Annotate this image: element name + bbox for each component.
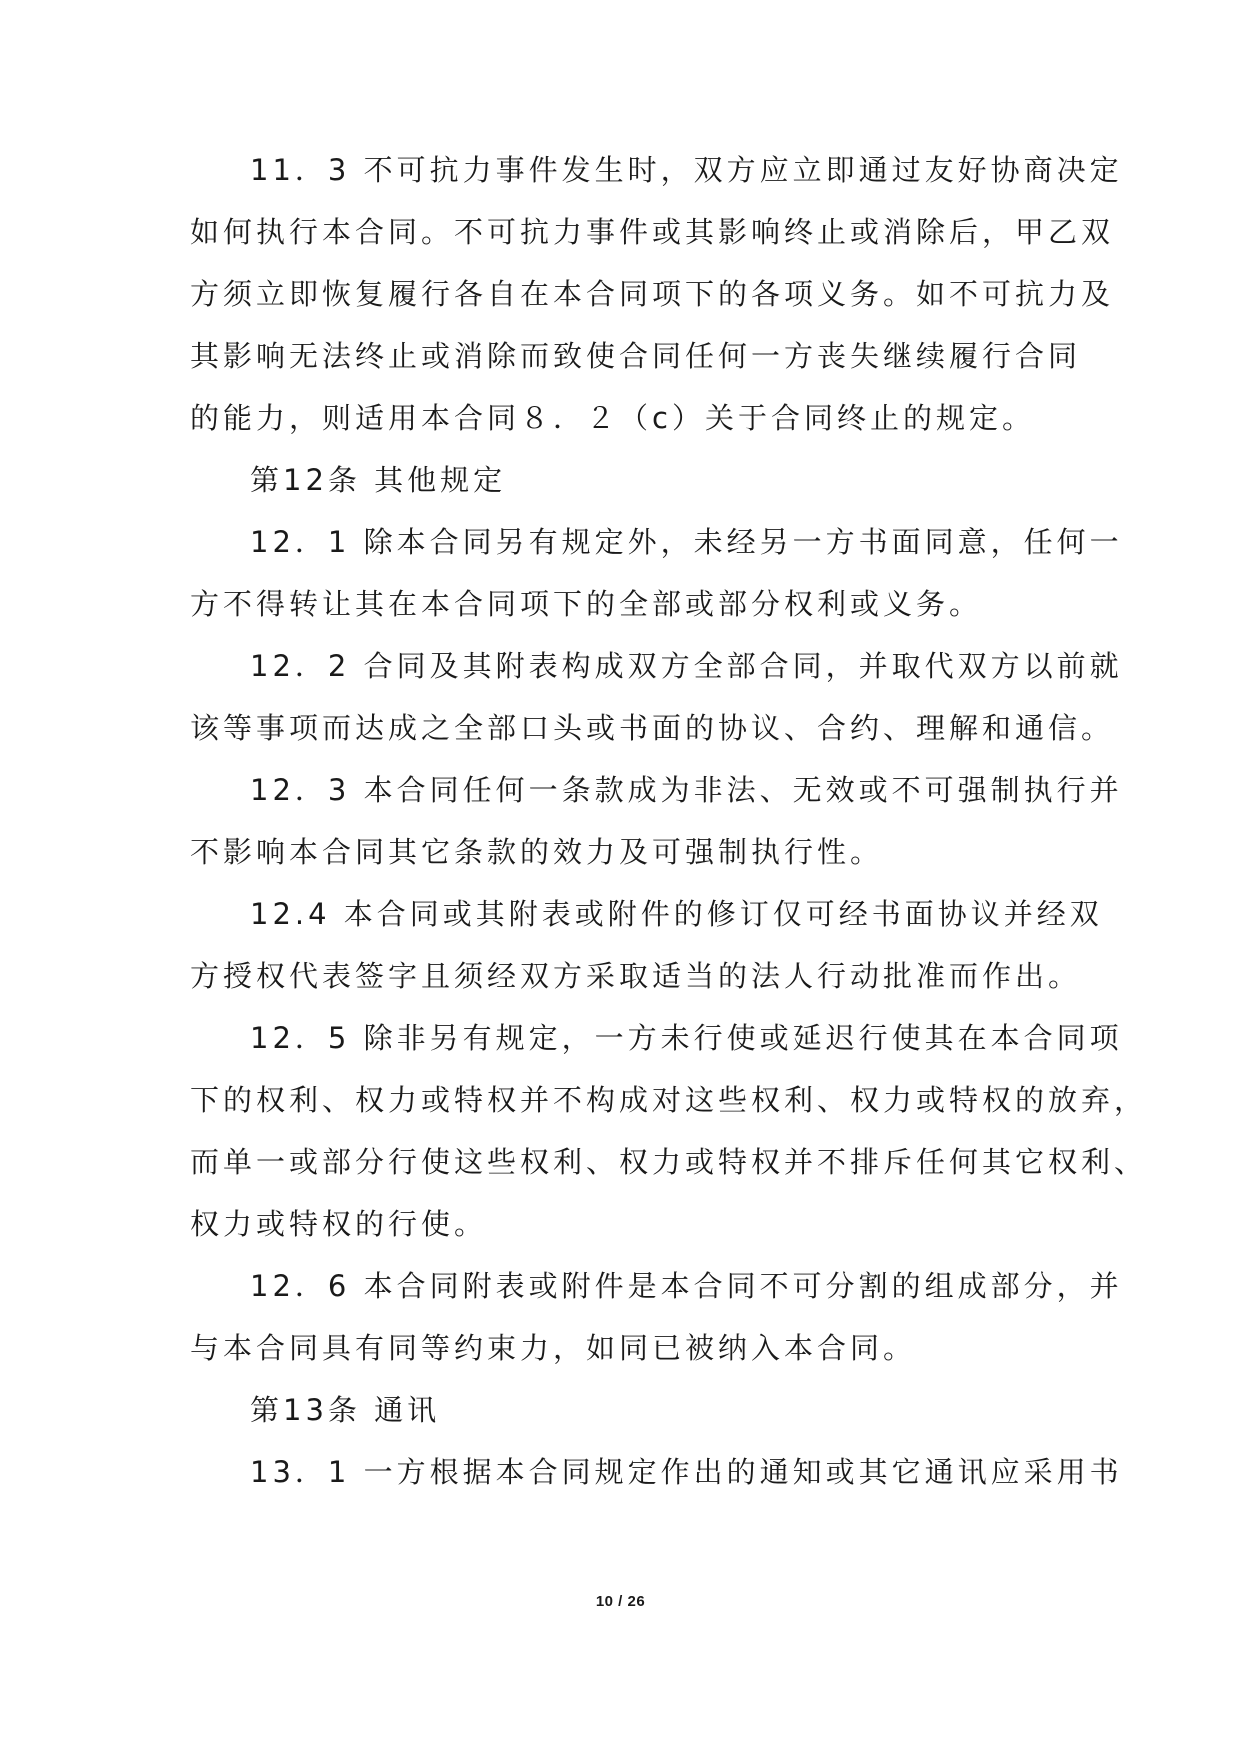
paragraph-12-5-line-1: 12．5 除非另有规定，一方未行使或延迟行使其在本合同项	[250, 1021, 1123, 1055]
paragraph-12-5-line-2: 下的权利、权力或特权并不构成对这些权利、权力或特权的放弃，	[190, 1083, 1148, 1117]
paragraph-12-2-line-2: 该等事项而达成之全部口头或书面的协议、合约、理解和通信。	[190, 711, 1115, 745]
page-number: 10 / 26	[595, 1593, 646, 1610]
paragraph-12-1-line-2: 方不得转让其在本合同项下的全部或部分权利或义务。	[190, 587, 983, 621]
paragraph-12-2-line-1: 12．2 合同及其附表构成双方全部合同，并取代双方以前就	[250, 649, 1123, 683]
article-12-heading: 第12条 其他规定	[250, 463, 507, 497]
paragraph-11-3-line-3: 方须立即恢复履行各自在本合同项下的各项义务。如不可抗力及	[190, 277, 1115, 311]
paragraph-11-3-line-5: 的能力，则适用本合同８．２（c）关于合同终止的规定。	[190, 401, 1035, 435]
paragraph-12-3-line-2: 不影响本合同其它条款的效力及可强制执行性。	[190, 835, 884, 869]
paragraph-12-5-line-4: 权力或特权的行使。	[190, 1207, 488, 1241]
paragraph-11-3-line-2: 如何执行本合同。不可抗力事件或其影响终止或消除后，甲乙双	[190, 215, 1115, 249]
paragraph-12-6-line-2: 与本合同具有同等约束力，如同已被纳入本合同。	[190, 1331, 917, 1365]
paragraph-12-4-line-1: 12.4 本合同或其附表或附件的修订仅可经书面协议并经双	[250, 897, 1103, 931]
paragraph-11-3-line-4: 其影响无法终止或消除而致使合同任何一方丧失继续履行合同	[190, 339, 1082, 373]
paragraph-12-6-line-1: 12．6 本合同附表或附件是本合同不可分割的组成部分，并	[250, 1269, 1123, 1303]
paragraph-12-5-line-3: 而单一或部分行使这些权利、权力或特权并不排斥任何其它权利、	[190, 1145, 1148, 1179]
paragraph-12-4-line-2: 方授权代表签字且须经双方采取适当的法人行动批准而作出。	[190, 959, 1082, 993]
paragraph-13-1-line-1: 13．1 一方根据本合同规定作出的通知或其它通讯应采用书	[250, 1455, 1123, 1489]
article-13-heading: 第13条 通讯	[250, 1393, 441, 1427]
paragraph-12-3-line-1: 12．3 本合同任何一条款成为非法、无效或不可强制执行并	[250, 773, 1123, 807]
paragraph-12-1-line-1: 12．1 除本合同另有规定外，未经另一方书面同意，任何一	[250, 525, 1123, 559]
paragraph-11-3-line-1: 11．3 不可抗力事件发生时，双方应立即通过友好协商决定	[250, 153, 1123, 187]
